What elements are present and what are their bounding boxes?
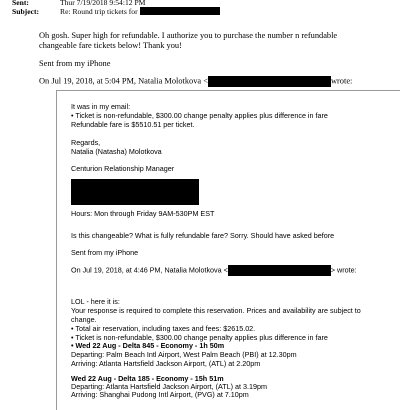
sent-value: Thur 7/19/2018 9:54:12 PM — [60, 0, 146, 7]
redaction-block — [71, 179, 199, 205]
quoted-response-2: change. — [71, 315, 97, 324]
quoted-response-1: Your response is required to complete this reservation. Prices and availability are subject to — [71, 306, 361, 315]
reply-line-2: changeable fare tickets below! Thank you! — [39, 41, 182, 50]
quoted-bullet-total: • Total air reservation, including taxes and fees: $2615.02. — [71, 324, 256, 333]
quoted-role: Centurion Relationship Manager — [71, 164, 175, 173]
reply-line-1: Oh gosh. Super high for refundable. I authorize you to purchase the number n refundable — [39, 31, 338, 40]
quoted-departing-2: Departing: Atlanta Hartsfield Jackson Airport, (ATL) at 3.19pm — [71, 382, 268, 391]
reply-signature: Sent from my iPhone — [39, 59, 111, 68]
quoted-regards: Regards, — [71, 138, 101, 147]
quoted-line-2: • Ticket is non-refundable, $300.00 change penalty applies plus difference in fare — [71, 111, 328, 120]
reply-attribution — [39, 76, 352, 87]
quoted-departing-1: Departing: Palm Beach Intl Airport, West Palm Beach (PBI) at 12.30pm — [71, 350, 297, 359]
quoted-hours: Hours: Mon through Friday 9AM-530PM EST — [71, 209, 215, 218]
sent-label: Sent: — [12, 0, 29, 7]
attribution-prefix: On Jul 19, 2018, at 4:46 PM, Natalia Molotkova < — [71, 265, 228, 275]
attribution-suffix: wrote: — [330, 76, 353, 86]
quoted-intro: LOL - here it is: — [71, 297, 120, 306]
email-header — [0, 0, 220, 16]
redaction-block — [140, 7, 220, 15]
subject-value: Re: Round trip tickets for — [60, 7, 138, 16]
quoted-arriving-2: Arriving: Shanghai Pudong Intl Airport, (PVG) at 7.10pm — [71, 390, 249, 399]
sent-row — [0, 0, 220, 7]
quoted-arriving-1: Arriving: Atlanta Hartsfield Jackson Airport, (ATL) at 2.20pm — [71, 359, 261, 368]
redaction-block — [208, 76, 331, 87]
subject-label: Subject: — [12, 7, 39, 16]
attribution-suffix: > wrote: — [330, 265, 357, 275]
quoted-bullet-flight: • Wed 22 Aug - Delta 845 - Economy - 1h 50m — [71, 341, 225, 350]
quoted-bullet-ticket: • Ticket is non-refundable, $300.00 change penalty applies plus difference in fare — [71, 333, 328, 342]
quoted-signature: Sent from my iPhone — [71, 248, 139, 257]
redaction-block — [228, 265, 331, 276]
quoted-flight-2: Wed 22 Aug - Delta 185 - Economy - 15h 51m — [71, 374, 224, 383]
quoted-question: Is this changeable? What is fully refundable fare? Sorry. Should have asked before — [71, 231, 335, 240]
quoted-attribution — [71, 265, 357, 276]
subject-row — [0, 7, 220, 16]
quoted-name: Natalia (Natasha) Molotkova — [71, 147, 162, 156]
quoted-line-3: Refundable fare is $5510.51 per ticket. — [71, 120, 195, 129]
attribution-prefix: On Jul 19, 2018, at 5:04 PM, Natalia Molotkova < — [39, 76, 208, 86]
quoted-line-1: It was in my email: — [71, 102, 131, 111]
